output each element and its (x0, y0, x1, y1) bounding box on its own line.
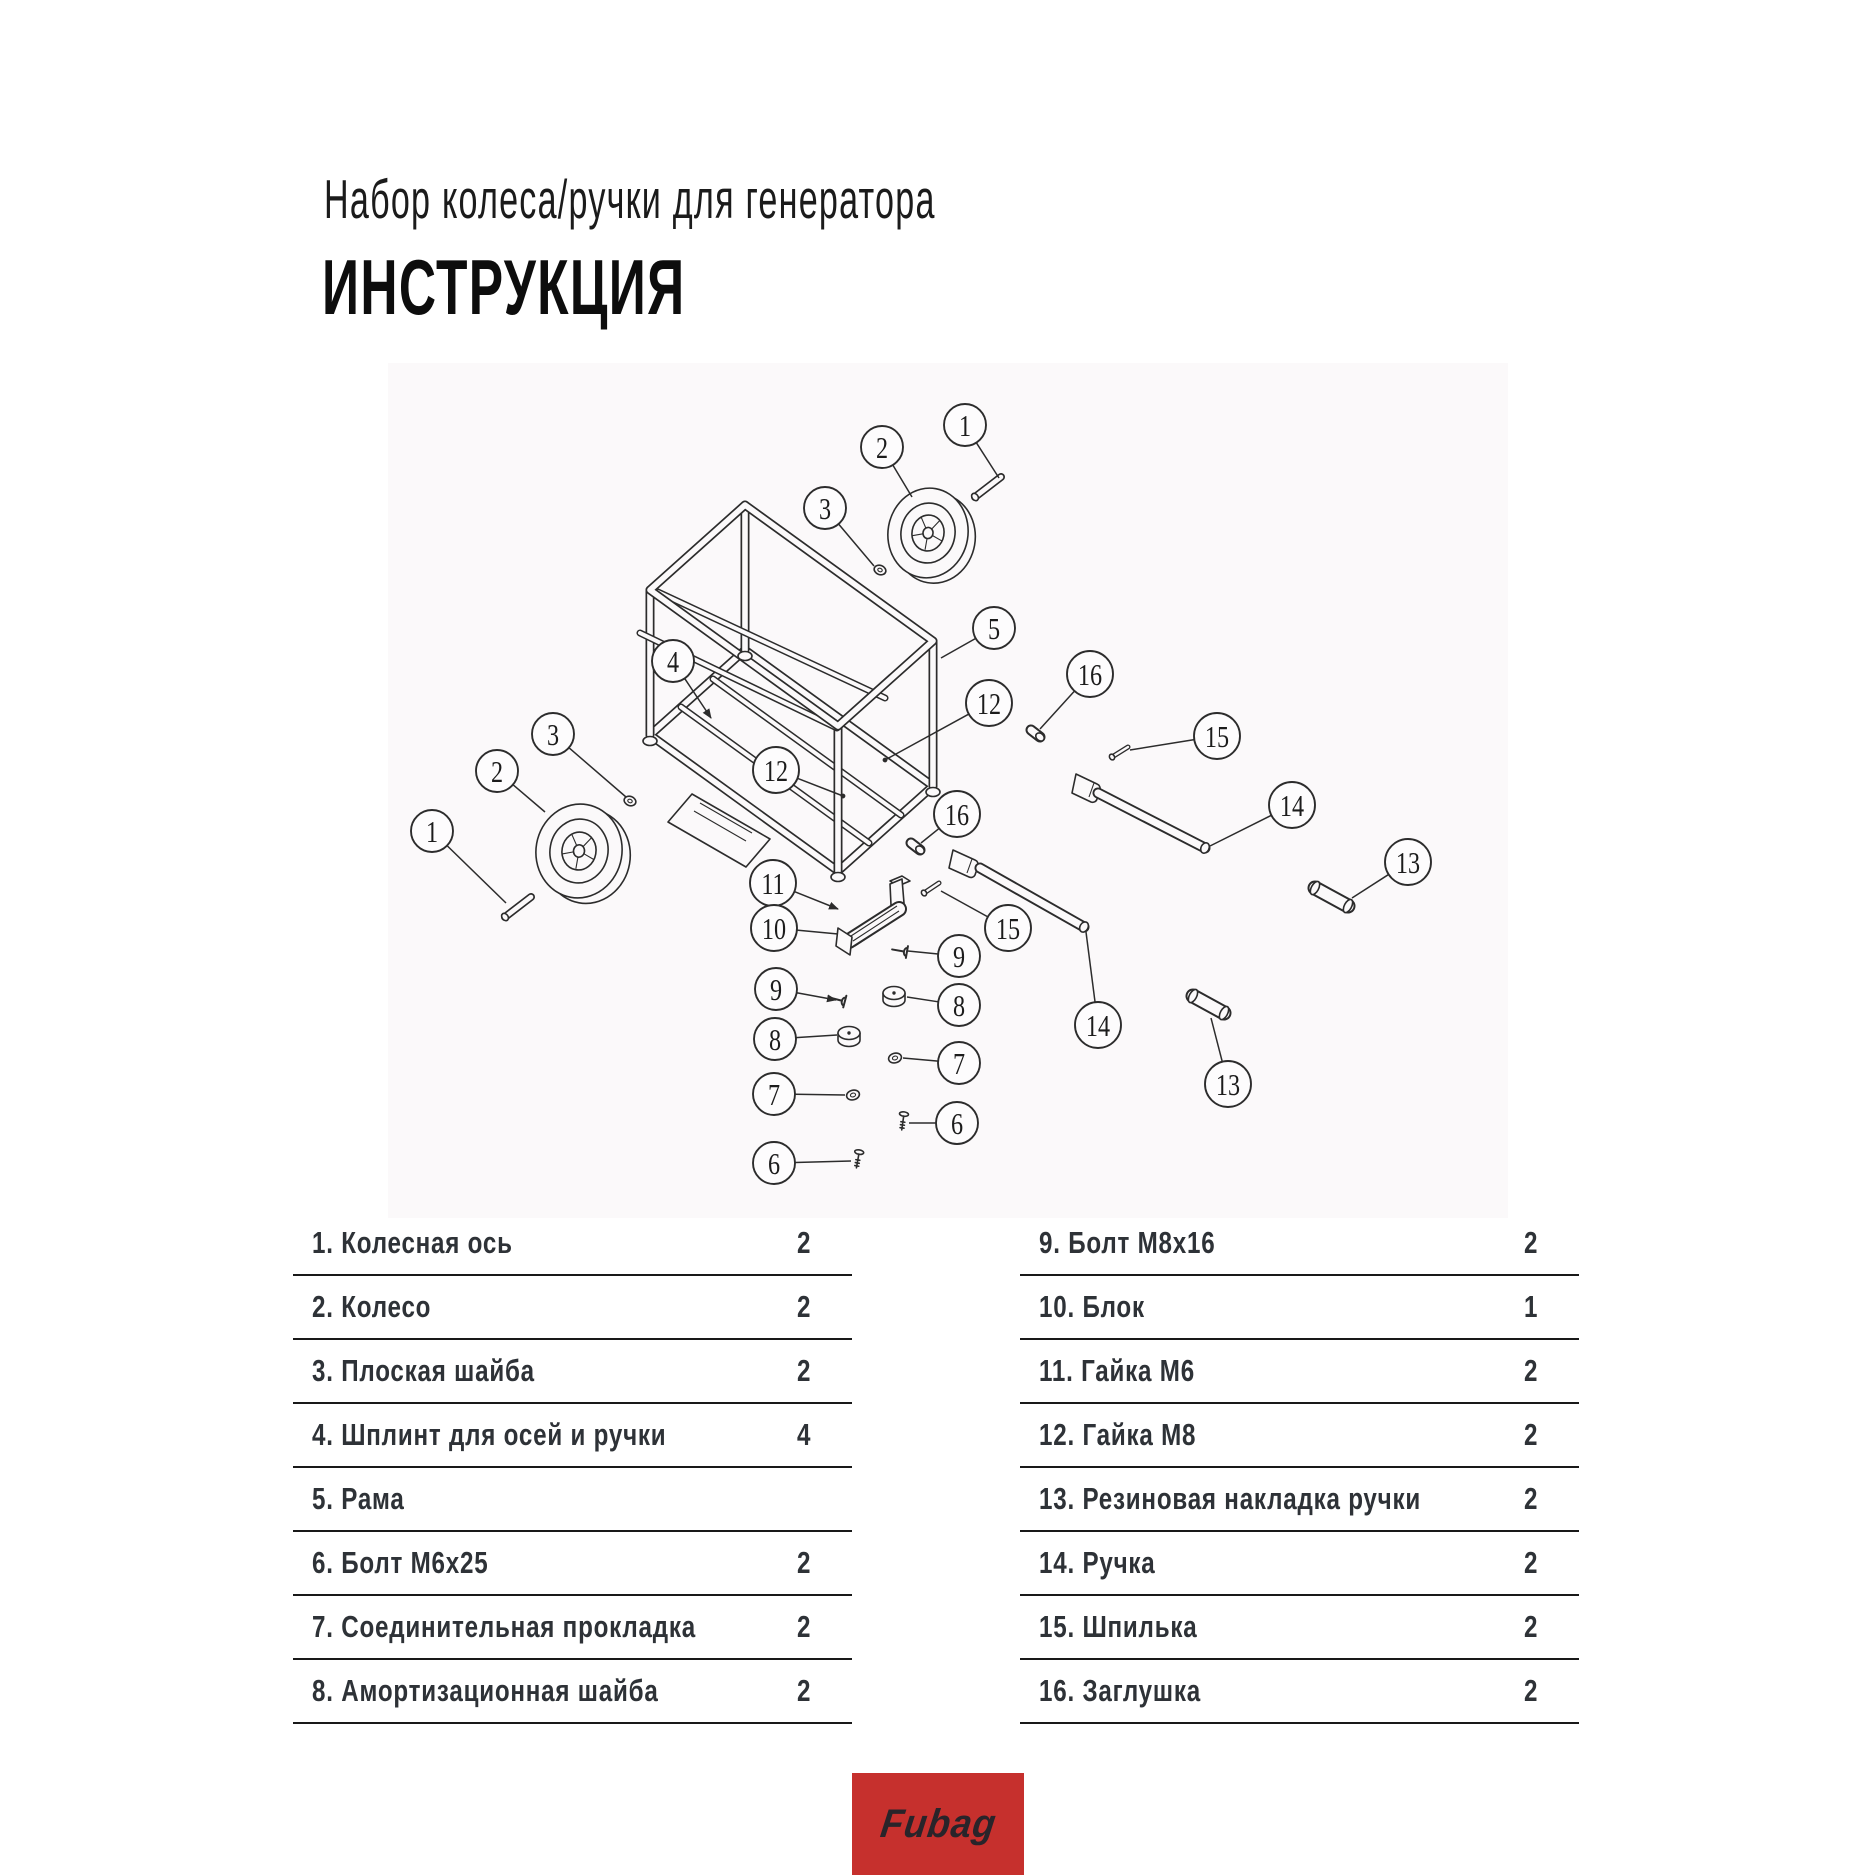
part-name: 15. Шпилька (1039, 1609, 1198, 1644)
part-name: 11. Гайка М6 (1039, 1353, 1195, 1388)
parts-row (293, 1660, 852, 1724)
callout-leader (885, 714, 969, 760)
callout-number: 7 (952, 1047, 966, 1082)
part-name: 14. Ручка (1039, 1545, 1156, 1580)
parts-row (293, 1340, 852, 1404)
parts-row (293, 1276, 852, 1340)
part-name: 1. Колесная ось (312, 1225, 513, 1260)
part-qty: 2 (797, 1609, 812, 1644)
part-name: 5. Рама (312, 1481, 405, 1516)
parts-row (1020, 1404, 1579, 1468)
part-qty: 1 (1524, 1289, 1539, 1324)
stud-low-icon (920, 883, 939, 897)
part-name: 9. Болт М8х16 (1039, 1225, 1216, 1260)
callout-number: 4 (666, 645, 680, 680)
parts-row (1020, 1660, 1579, 1724)
callout-leader (907, 997, 938, 1002)
page-subtitle (324, 168, 1311, 230)
shock-washer-left-icon (838, 1027, 860, 1047)
part-qty: 2 (1524, 1225, 1539, 1260)
brand-logo-text: Fubag (877, 1801, 999, 1846)
callout-leader (908, 951, 938, 954)
callout-leader (921, 828, 939, 843)
callout-number: 6 (767, 1147, 781, 1182)
page-title (322, 243, 873, 331)
part-qty: 2 (1524, 1609, 1539, 1644)
screw-m8-right-icon (891, 944, 908, 958)
callout-number: 3 (546, 718, 560, 753)
callout-leader (976, 443, 999, 478)
part-qty: 2 (1524, 1673, 1539, 1708)
callout-leader (797, 930, 838, 934)
callout-leader (1211, 1018, 1222, 1062)
rubber-grip-right-icon (1308, 880, 1354, 914)
callout-leader (1210, 815, 1271, 846)
callout-number: 13 (1395, 846, 1421, 881)
callout-leader (1040, 691, 1075, 729)
callout-number: 14 (1279, 789, 1305, 824)
callout-number: 15 (1204, 720, 1230, 755)
callout-number: 2 (490, 755, 504, 790)
parts-row (293, 1596, 852, 1660)
parts-row (1020, 1532, 1579, 1596)
rubber-grip-low-icon (1186, 988, 1230, 1021)
callout-number: 16 (944, 798, 970, 833)
part-name: 2. Колесо (312, 1289, 432, 1324)
shock-washer-right-icon (883, 987, 905, 1007)
callout-number: 6 (950, 1107, 964, 1142)
part-name: 4. Шплинт для осей и ручки (312, 1417, 667, 1452)
callout-number: 16 (1077, 658, 1103, 693)
callout-leader (795, 1094, 845, 1095)
end-cap-top-icon (1031, 730, 1046, 743)
callout-number: 15 (995, 912, 1021, 947)
pad-right-icon (887, 1052, 902, 1065)
part-name: 16. Заглушка (1039, 1673, 1201, 1708)
part-name: 8. Амортизационная шайба (312, 1673, 659, 1708)
part-qty: 2 (1524, 1545, 1539, 1580)
callout-number: 9 (952, 940, 966, 975)
callout-number: 1 (958, 409, 972, 444)
page-subtitle-text: Набор колеса/ручки для генератора (324, 168, 936, 230)
part-qty: 2 (797, 1225, 812, 1260)
part-qty: 2 (797, 1289, 812, 1324)
part-qty: 4 (797, 1417, 812, 1452)
part-qty: 2 (797, 1545, 812, 1580)
parts-row (1020, 1212, 1579, 1276)
part-qty: 2 (1524, 1353, 1539, 1388)
parts-row (293, 1532, 852, 1596)
callout-leader (447, 846, 506, 903)
wheel-left-icon (528, 797, 639, 910)
callout-number: 11 (761, 867, 785, 902)
callout-number: 7 (767, 1078, 781, 1113)
parts-row (293, 1468, 852, 1532)
bolt-m6-left-icon (852, 1149, 864, 1168)
callout-number: 5 (987, 612, 1001, 647)
callout-leader (903, 1058, 938, 1061)
callout-leader (795, 1161, 851, 1162)
part-qty: 2 (797, 1673, 812, 1708)
part-name: 12. Гайка М8 (1039, 1417, 1197, 1452)
callout-leader (513, 785, 545, 812)
axle-pin-left-icon (500, 897, 531, 922)
callout-leader (941, 891, 988, 917)
handle-top-icon (1072, 774, 1211, 855)
part-name: 7. Соединительная прокладка (312, 1609, 696, 1644)
part-name: 3. Плоская шайба (312, 1353, 535, 1388)
parts-row (293, 1404, 852, 1468)
callout-number: 1 (425, 815, 439, 850)
parts-table-left (293, 1212, 852, 1724)
part-qty: 2 (1524, 1417, 1539, 1452)
callout-number: 13 (1215, 1068, 1241, 1103)
part-name: 10. Блок (1039, 1289, 1145, 1324)
callout-leader (796, 1035, 837, 1038)
block-icon (836, 876, 910, 955)
bolt-m6-right-icon (897, 1111, 908, 1130)
callout-leader (893, 465, 912, 497)
part-qty: 2 (1524, 1481, 1539, 1516)
callout-number: 2 (875, 431, 889, 466)
callout-leader (1130, 740, 1194, 750)
end-cap-low-icon (911, 843, 926, 856)
wheel-top-icon (880, 482, 983, 590)
callout-leader (1352, 874, 1389, 898)
callout-number: 12 (976, 687, 1002, 722)
callout-number: 9 (769, 973, 783, 1008)
exploded-diagram (388, 363, 1508, 1218)
flat-washer-top-icon (873, 564, 887, 577)
callout-leader (797, 993, 836, 1000)
parts-row (1020, 1468, 1579, 1532)
callout-leader (941, 638, 976, 658)
parts-table-right (1020, 1212, 1579, 1724)
parts-row (1020, 1596, 1579, 1660)
stud-top-icon (1108, 747, 1128, 761)
pad-left-icon (845, 1089, 860, 1102)
part-name: 6. Болт М6х25 (312, 1545, 489, 1580)
callout-number: 10 (761, 912, 787, 947)
callout-number: 8 (952, 989, 966, 1024)
callout-number: 8 (768, 1023, 782, 1058)
parts-row (293, 1212, 852, 1276)
brand-logo (852, 1773, 1024, 1875)
parts-row (1020, 1276, 1579, 1340)
part-qty: 2 (797, 1353, 812, 1388)
axle-pin-top-icon (970, 477, 1001, 502)
callout-leader (569, 748, 626, 797)
callout-number: 3 (818, 492, 832, 527)
callout-leader (1086, 932, 1095, 1002)
callout-number: 12 (763, 754, 789, 789)
callout-leader (794, 892, 838, 909)
callout-number: 14 (1085, 1009, 1111, 1044)
callout-leader (839, 524, 874, 566)
part-name: 13. Резиновая накладка ручки (1039, 1481, 1422, 1516)
page-title-text: ИНСТРУКЦИЯ (322, 243, 686, 331)
diagram-svg (388, 363, 1508, 1218)
parts-row (1020, 1340, 1579, 1404)
